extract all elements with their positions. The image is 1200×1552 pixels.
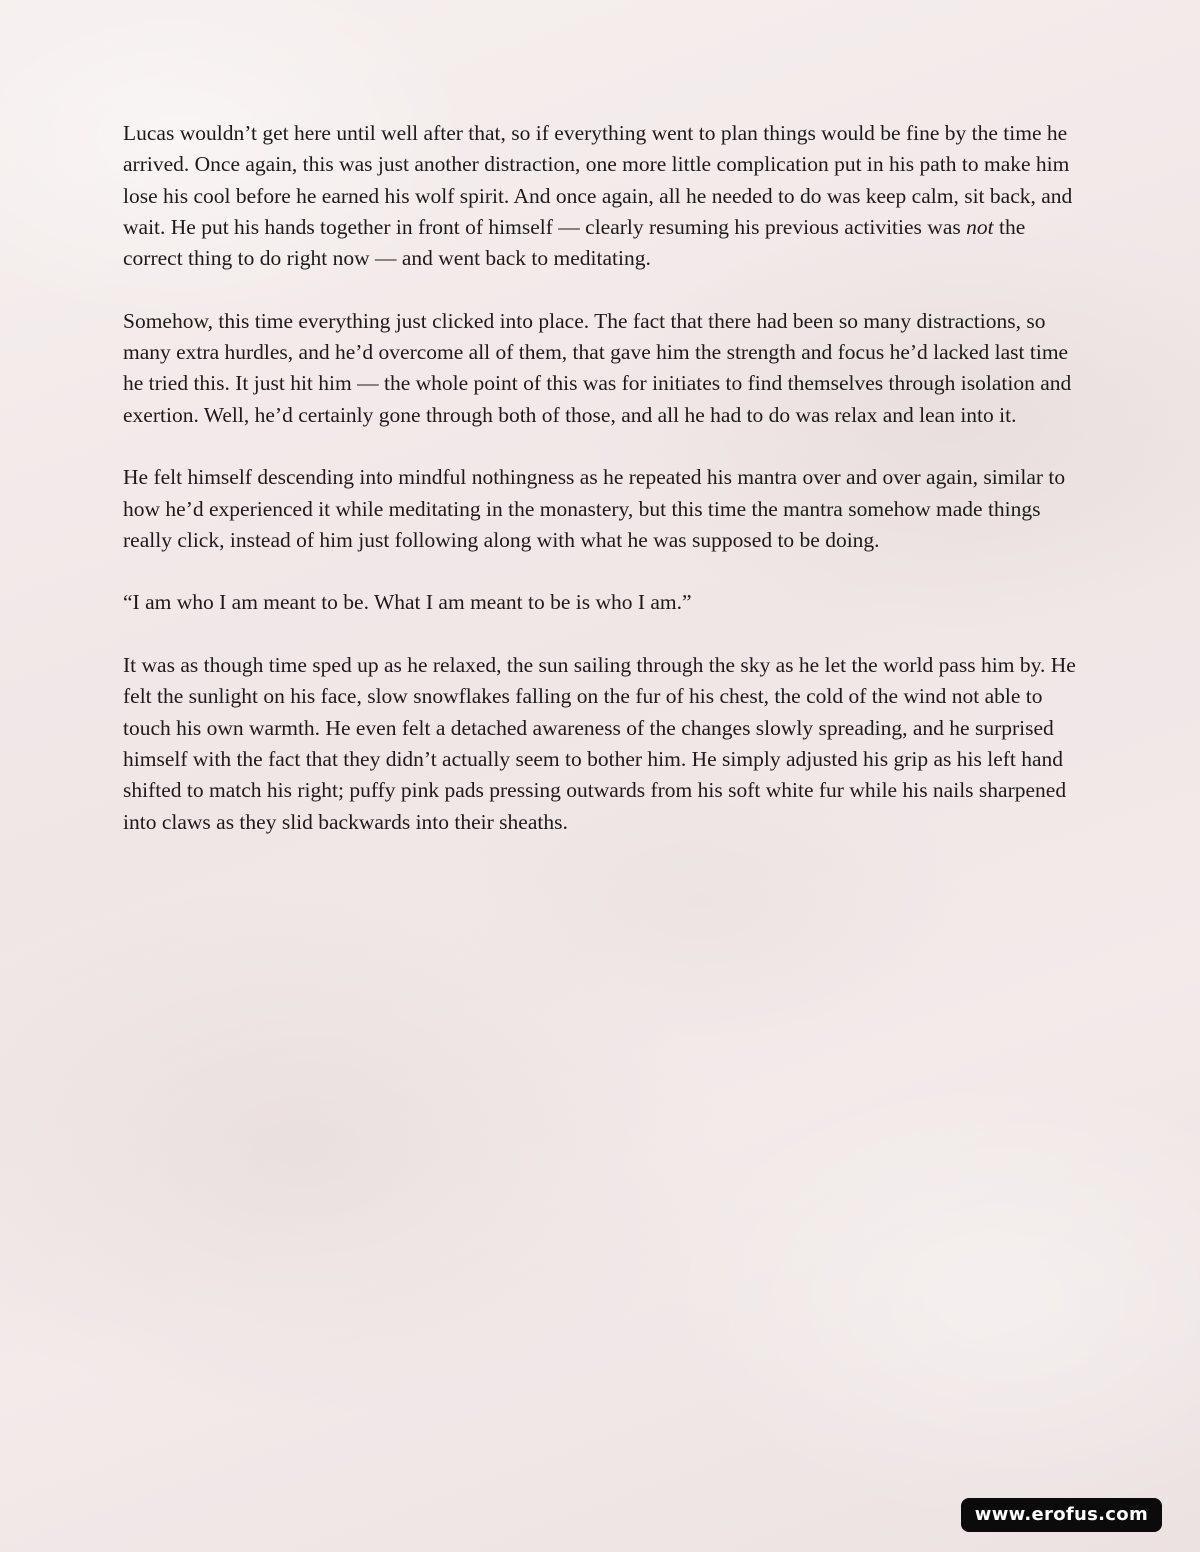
watermark-badge — [961, 1498, 1162, 1532]
paragraph-mantra: “I am who I am meant to be. What I am meant to be is who I am.” — [123, 590, 692, 615]
story-text — [123, 118, 1083, 838]
watermark-text: www.erofus.com — [974, 1504, 1148, 1525]
paragraph-1-text-b: the correct thing to do right now — and went back to meditating. — [123, 214, 1026, 271]
paragraph-1-text-a: Lucas wouldn’t get here until well after that, so if everything went to plan things would be fine by the time he arrived. Once again, this was just another distraction, one more little complication put in his path to make him lose his cool before he earned his wolf spirit. And once again, all he needed to do was keep calm, sit back, and wait. He put his hands together in front of himself — clearly resuming his previous activities was — [123, 121, 1073, 239]
paragraph-1-emphasis: not — [966, 214, 994, 239]
paragraph-1 — [123, 118, 1083, 274]
paragraph-5: It was as though time sped up as he relaxed, the sun sailing through the sky as he let the world pass him by. He felt the sunlight on his face, slow snowflakes falling on the fur of his chest, the cold of the wind not able to touch his own warmth. He even felt a detached awareness of the changes slowly spreading, and he surprised himself with the fact that they didn’t actually seem to bother him. He simply adjusted his grip as his left hand shifted to match his right; puffy pink pads pressing outwards from his soft white fur while his nails sharpened into claws as they slid backwards into their sheaths. — [123, 653, 1076, 834]
paragraph-2: Somehow, this time everything just clicked into place. The fact that there had been so many distractions, so many extra hurdles, and he’d overcome all of them, that gave him the strength and focus he’d lacked last time he tried this. It just hit him — the whole point of this was for initiates to find themselves through isolation and exertion. Well, he’d certainly gone through both of those, and all he had to do was relax and lean into it. — [123, 308, 1072, 427]
paragraph-3: He felt himself descending into mindful nothingness as he repeated his mantra over and over again, similar to how he’d experienced it while meditating in the monastery, but this time the mantra somehow made things really click, instead of him just following along with what he was supposed to be doing. — [123, 465, 1066, 552]
